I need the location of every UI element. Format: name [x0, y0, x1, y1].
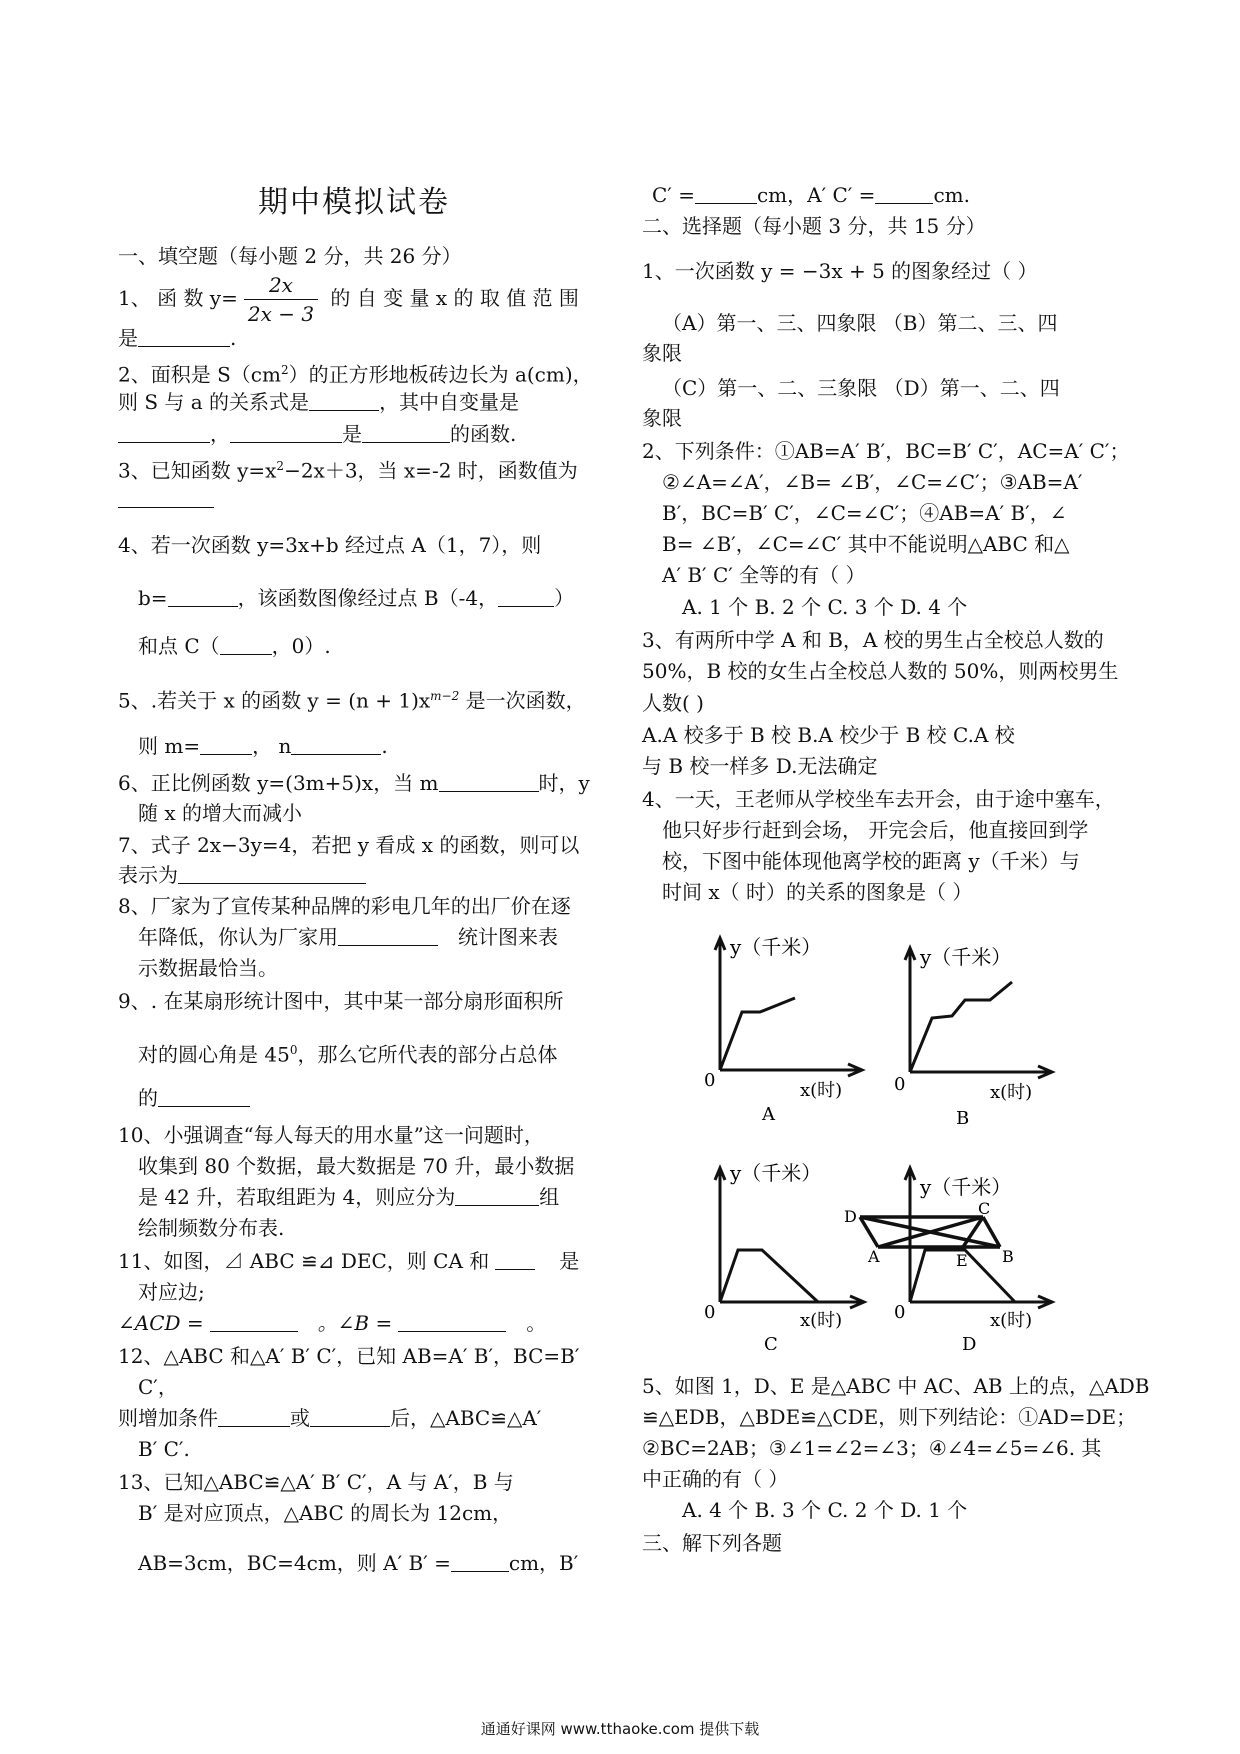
mc-q2-options: A. 1 个 B. 2 个 C. 3 个 D. 4 个	[682, 595, 968, 619]
x-axis-label: x(时)	[990, 1082, 1033, 1103]
mc-q2-line5: A′ B′ C′ 全等的有（ ）	[662, 563, 866, 587]
mc-q4-line2: 他只好步行赶到会场， 开完会后，他直接回到学	[662, 818, 1089, 842]
mc-q5-options: A. 4 个 B. 3 个 C. 2 个 D. 1 个	[682, 1498, 968, 1522]
x-axis-label: x(时)	[800, 1080, 843, 1101]
mc-q1: 1、一次函数 y = −3x + 5 的图象经过（ ）	[642, 259, 1038, 283]
mc-q1-options-ab: （A）第一、三、四象限 （B）第二、三、四	[662, 311, 1058, 335]
q12-line3: 则增加条件 或 后，△ABC≌△A′	[118, 1406, 542, 1430]
mc-q5-line3: ②BC=2AB；③∠1=∠2=∠3；④∠4=∠5=∠6. 其	[642, 1436, 1102, 1460]
page-footer: 通通好课网 www.tthaoke.com 提供下载	[480, 1720, 760, 1738]
y-axis-label: y（千米）	[730, 935, 822, 959]
answer-blank[interactable]	[230, 422, 342, 443]
mc-q3-options2: 与 B 校一样多 D.无法确定	[642, 754, 878, 778]
q12-line2: C′，	[138, 1375, 178, 1399]
q12-line1: 12、△ABC 和△A′ B′ C′，已知 AB=A′ B′，BC=B′	[118, 1344, 580, 1368]
mc-q3-line2: 50%，B 校的女生占全校总人数的 50%，则两校男生	[642, 659, 1119, 683]
q1-line: 1、 函 数 y= $\frac{2x}{2x - 3}$ 的 自 变 量 x 的 取 值 范 围	[118, 273, 579, 326]
section-fill-in: 一、填空题（每小题 2 分，共 26 分）	[118, 244, 462, 268]
graph-caption-a: A	[762, 1104, 775, 1120]
q1-line2: 是 .	[118, 326, 237, 350]
point-label-c: C	[978, 1199, 991, 1218]
graph-a	[700, 930, 870, 1120]
answer-blank[interactable]	[220, 634, 272, 655]
graph-caption-c: C	[764, 1334, 778, 1350]
answer-blank[interactable]	[451, 1551, 509, 1572]
q8-line2: 年降低，你认为厂家用 统计图来表	[138, 925, 558, 949]
origin-label: 0	[704, 1302, 716, 1323]
answer-blank[interactable]	[495, 1249, 535, 1270]
answer-blank[interactable]	[158, 1086, 250, 1107]
section-choice: 二、选择题（每小题 3 分，共 15 分）	[642, 214, 986, 238]
origin-label: 0	[894, 1302, 906, 1323]
mc-q1-options-cd: （C）第一、二、三象限 （D）第一、二、四	[662, 376, 1060, 400]
graph-b	[890, 940, 1060, 1130]
page-title: 期中模拟试卷	[258, 185, 450, 220]
answer-blank[interactable]	[362, 422, 450, 443]
q7-line1: 7、式子 2x−3y=4，若把 y 看成 x 的函数，则可以	[118, 833, 580, 857]
answer-blank[interactable]	[138, 326, 230, 347]
answer-blank[interactable]	[291, 734, 381, 755]
q1-fraction: $\frac{2x}{2x - 3}$	[244, 271, 318, 328]
q8-line1: 8、厂家为了宣传某种品牌的彩电几年的出厂价在逐	[118, 894, 571, 918]
graph-caption-d: D	[962, 1334, 977, 1350]
q12-line4: B′ C′.	[138, 1437, 190, 1461]
point-label-e: E	[956, 1251, 968, 1270]
q9-line1: 9、. 在某扇形统计图中，其中某一部分扇形面积所	[118, 989, 564, 1013]
q2-line3: ， 是 的函数.	[118, 421, 516, 447]
origin-label: 0	[894, 1074, 906, 1095]
point-label-a: A	[868, 1247, 880, 1266]
mc-q2-line3: B′，BC=B′ C′，∠C=∠C′；④AB=A′ B′，∠	[662, 501, 1067, 525]
answer-blank[interactable]	[218, 1406, 290, 1427]
answer-blank[interactable]	[455, 1185, 539, 1206]
point-label-d: D	[844, 1207, 857, 1226]
q11-line3: ∠ACD = 。∠B = 。	[118, 1311, 547, 1335]
q13-line1: 13、已知△ABC≌△A′ B′ C′，A 与 A′，B 与	[118, 1470, 514, 1494]
q5-line1: 5、.若关于 x 的函数 $y = (n + 1)x^{m-2}$ 是一次函数，	[118, 688, 586, 713]
mc-q2-line4: B= ∠B′，∠C=∠C′ 其中不能说明△ABC 和△	[662, 532, 1070, 556]
answer-blank[interactable]	[439, 771, 539, 792]
graph-c-curve	[720, 1250, 818, 1302]
q13-continued: C′ = cm，A′ C′ = cm.	[652, 183, 970, 207]
mc-q5-line2: ≌△EDB，△BDE≌△CDE，则下列结论：①AD=DE；	[642, 1405, 1137, 1429]
mc-q3-options1: A.A 校多于 B 校 B.A 校少于 B 校 C.A 校	[642, 723, 1015, 747]
mc-q1-options-cd-wrap: 象限	[642, 406, 682, 430]
answer-blank[interactable]	[398, 1311, 506, 1332]
answer-blank[interactable]	[310, 1406, 390, 1427]
answer-blank[interactable]	[309, 390, 379, 411]
q5-line2: 则 m= ， n .	[138, 734, 388, 758]
q10-line2: 收集到 80 个数据，最大数据是 70 升，最小数据	[138, 1154, 575, 1178]
mc-q3-line1: 3、有两所中学 A 和 B，A 校的男生占全校总人数的	[642, 628, 1104, 652]
q4-line1: 4、若一次函数 y=3x+b 经过点 A（1，7），则	[118, 533, 542, 557]
answer-blank[interactable]	[118, 487, 214, 508]
q4-line2: b= ，该函数图像经过点 B（-4， ）	[138, 586, 575, 610]
answer-blank[interactable]	[200, 734, 252, 755]
q6-line1: 6、正比例函数 y=(3m+5)x，当 m 时，y	[118, 771, 590, 795]
q13-line3: AB=3cm，BC=4cm，则 A′ B′ = cm，B′	[138, 1551, 579, 1575]
y-axis-label: y（千米）	[920, 945, 1012, 969]
q2-line1: 2、面积是 $S(cm^2)$的正方形地板砖边长为 a(cm)，	[118, 362, 593, 387]
mc-q3-line3: 人数( )	[642, 691, 704, 715]
graph-a-curve	[720, 998, 795, 1070]
q7-line2: 表示为	[118, 862, 366, 888]
q10-line3: 是 42 升，若取组距为 4，则应分为 组	[138, 1185, 560, 1209]
q9-line2: 对的圆心角是 $45^0$，那么它所代表的部分占总体	[138, 1042, 558, 1067]
y-axis-label: y（千米）	[920, 1175, 1012, 1199]
y-axis-label: y（千米）	[730, 1161, 822, 1185]
answer-blank[interactable]	[695, 183, 757, 204]
q11-line2: 对应边;	[138, 1280, 205, 1304]
mc-q1-options-ab-wrap: 象限	[642, 341, 682, 365]
graph-caption-b: B	[956, 1108, 970, 1129]
mc-q4-line3: 校，下图中能体现他离学校的距离 y（千米）与	[662, 849, 1080, 873]
answer-blank[interactable]	[178, 863, 366, 884]
mc-q4-line1: 4、一天，王老师从学校坐车去开会，由于途中塞车，	[642, 787, 1115, 811]
mc-q5-line1: 5、如图 1，D、E 是△ABC 中 AC、AB 上的点，△ADB	[642, 1374, 1150, 1398]
q3-line1: 3、已知函数 $y=x^2-2x+3$，当 x=-2 时，函数值为	[118, 458, 578, 483]
q3-line2	[118, 486, 214, 512]
point-label-b: B	[1002, 1247, 1014, 1266]
answer-blank[interactable]	[210, 1311, 298, 1332]
q8-line3: 示数据最恰当。	[138, 956, 278, 980]
q10-line4: 绘制频数分布表.	[138, 1216, 285, 1240]
answer-blank[interactable]	[338, 925, 438, 946]
graph-d	[840, 1160, 1065, 1350]
q2-line2: 则 S 与 a 的关系式是 ，其中自变量是	[118, 390, 520, 414]
mc-q4-line4: 时间 x（ 时）的关系的图象是（ ）	[662, 880, 973, 904]
graph-b-curve	[910, 982, 1012, 1072]
mc-q2-line1: 2、下列条件：①AB=A′ B′，BC=B′ C′，AC=A′ C′；	[642, 439, 1130, 463]
answer-blank[interactable]	[875, 183, 933, 204]
q6-line2: 随 x 的增大而减小	[138, 801, 302, 825]
q9-line3: 的	[118, 1085, 250, 1111]
triangle-figure	[860, 1217, 1000, 1247]
q13-line2: B′ 是对应顶点，△ABC 的周长为 12cm，	[138, 1501, 513, 1525]
section-solve: 三、解下列各题	[642, 1531, 782, 1555]
mc-q2-line2: ②∠A=∠A′，∠B= ∠B′，∠C=∠C′；③AB=A′	[662, 470, 1083, 494]
answer-blank[interactable]	[498, 586, 554, 607]
answer-blank[interactable]	[168, 586, 238, 607]
q10-line1: 10、小强调查“每人每天的用水量”这一问题时，	[118, 1123, 544, 1147]
q4-line3: 和点 C（ ，0）.	[138, 634, 331, 658]
mc-q5-line4: 中正确的有（ ）	[642, 1467, 789, 1491]
answer-blank[interactable]	[118, 422, 210, 443]
x-axis-label: x(时)	[800, 1310, 843, 1331]
q11-line1: 11、如图，⊿ ABC ≌⊿ DEC，则 CA 和 是	[118, 1249, 580, 1273]
x-axis-label: x(时)	[990, 1310, 1033, 1331]
origin-label: 0	[704, 1070, 716, 1091]
